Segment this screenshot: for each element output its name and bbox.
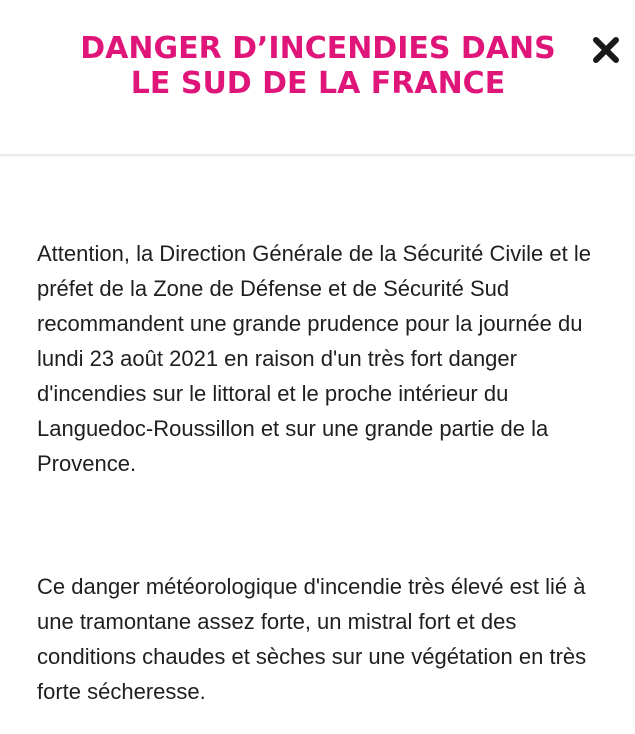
dialog-header	[0, 0, 635, 156]
alert-paragraph-1: Attention, la Direction Générale de la Sécurité Civile et le préfet de la Zone de Défense et de Sécurité Sud recommandent une grande prudence pour la journée du lundi 23 août 2021 en raison d'un très fort danger d'incendies sur le littoral et le proche intérieur du Languedoc-Roussillon et sur une grande partie de la Provence.	[37, 241, 591, 476]
dialog-title: DANGER D’INCENDIES DANS LE SUD DE LA FRANCE	[80, 31, 556, 101]
close-button[interactable]	[588, 32, 624, 68]
alert-paragraph-2: Ce danger météorologique d'incendie très élevé est lié à une tramontane assez forte, un mistral fort et des conditions chaudes et sèches sur une végétation en très forte sécheresse.	[37, 574, 587, 704]
close-icon	[588, 32, 624, 68]
